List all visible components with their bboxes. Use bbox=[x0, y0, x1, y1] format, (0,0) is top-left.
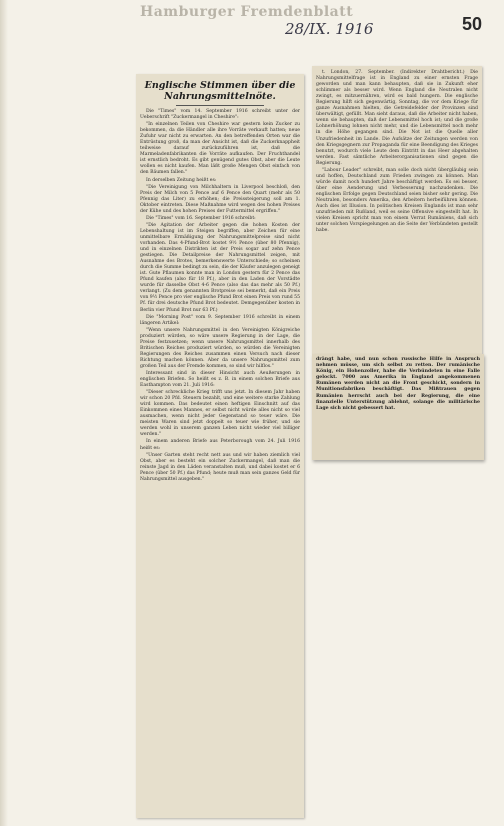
right-continuation-clipping bbox=[312, 354, 484, 460]
right-article-body bbox=[312, 66, 482, 234]
paragraph: "Wenn unsere Nahrungsmittel in den Vereinigten Königreiche produziert würden, so wäre unsere Regierung in der Lage, die Preise festzusetzen; wenn unsere Nahrungsmittel innerhalb des Britischen Reiches produziert würden, so würden die Vereinigten Regierungen des Reiches zusammen einen Versuch nach dieser Richtung machen können. Aber da unsere Nahrungsmittel zum großen Teil aus der Fremde kommen, so sind wir hilflos." bbox=[140, 327, 300, 369]
paragraph: Die "Morning Post" vom 9. September 1916 schreibt in einem längeren Artikel: bbox=[140, 314, 300, 326]
paragraph: drängt habe, und nun schon russische Hilfe in Anspruch nehmen müsse, um sich selbst zu retten. Der rumänische König, ein Hohenzoller, habe die Verbündeten in eine Falle gelockt. 7000 aus Amerika in England angekommenen Rumänen werden nicht an die Front geschickt, sondern in Munitionsfabriken beschäftigt. Das Mißtrauen gegen Rumänien herrscht auch bei der Regierung, die eine finanzielle Unterstützung ablehnt, solange die militärische Lage sich nicht gebessert hat. bbox=[316, 357, 480, 411]
paragraph: "Unser Garten steht recht nett aus und wir haben ziemlich viel Obst, aber es besteht ein solcher Zuckermangel, daß man die reinste Jagd in den Läden veranstalten muß, und dabei kostet er 6 Pence (über 50 Pf.) das Pfund; heute muß man sein ganzes Geld für Nahrungsmittel ausgeben." bbox=[140, 452, 300, 482]
page-edge-shadow bbox=[0, 0, 8, 826]
paragraph: In einem anderen Briefe aus Peterborough vom 24. Juli 1916 heißt es: bbox=[140, 439, 300, 451]
paragraph: "Die Agitation der Arbeiter gegen die hohen Kosten der Lebenshaltung ist im Steigen begriffen, aber Zeichen für eine unmittelbare Ermäßigung der Nahrungsmittelpreise sind nicht vorhanden. Das 4-Pfund-Brot kostet 9½ Pence (über 80 Pfennig), und in einzelnen Distrikten ist der Preis sogar auf zehn Pence gestiegen. Die Detailpreise der Nahrungsmittel zeigen, mit Ausnahme des Brotes, bemerkenswerte Unterschiede; so scheinen durch die Summe bedingt zu sein, die der Käufer anzulegen geneigt ist. Gute Pflaumen konnte man in London gestern für 2 Pence das Pfund kaufen (also für 18 Pf.), aber in den Laden der Vorstädte wurde für dasselbe Obst 4-6 Pence (also das das mehr als 50 Pf.) verlangt. (Zu dem genannten Brotpreise sei bemerkt, daß ein Preis von 9½ Pence pro vier englische Pfund Brot einen Preis von rund 55 Pf. für drei deutsche Pfund Brot bedeutet. Demgegenüber kosten in Berlin vier Pfund Brot nur 63 Pf.) bbox=[140, 222, 300, 313]
newspaper-masthead: Hamburger Fremdenblatt bbox=[140, 4, 354, 20]
paragraph: "In einzelnen Teilen von Cheshire war gestern kein Zucker zu bekommen, da die Händler alle ihre Vorräte verkauft hatten; neue Zufuhr war nicht zu erwarten. An den betreffenden Orten war die Entrüstung groß, da man der Ansicht ist, daß die Zuckerknappheit teilweise darauf zurückzuführen ist, daß die Marmeladenfabrikanten die Vorräte aufkaufen. Der Fruchthandel ist ernstlich bedroht. Es gibt genügend gutes Obst, aber die Leute wollen es nicht kaufen. Man läßt große Mengen Obst einfach von den Bäumen fallen." bbox=[140, 122, 300, 176]
handwritten-date: 28/IX. 1916 bbox=[285, 20, 374, 38]
paragraph: In derselben Zeitung heißt es: bbox=[146, 177, 217, 183]
paragraph: "Die Vereinigung von Milchhaltern in Liverpool beschloß, den Preis der Milch von 5 Pence auf 6 Pence den Quart (mehr als 50 Pfennig das Liter) zu erhöhen; die Preissteigerung soll am 1. Oktober eintreten. Diese Maßnahme wird wegen des hohen Preises der Kühe und des hohen Preises der Futtermittel ergriffen." bbox=[140, 184, 300, 214]
article-headline: Englische Stimmen über die Nahrungsmittelnöte. bbox=[144, 80, 296, 102]
paragraph: "Dieser schreckliche Krieg trifft uns jetzt. In diesem Jahr haben wir schon 20 Pfd. Steuern bezahlt, und eine weitere starke Zahlung wird kommen. Das bedeutet einen heftigen Einschnitt auf das Einkommen eines Mannes, er selbst nicht würde alles nicht so viel ausmachen, wenn nicht jeder Gegenstand so teuer wäre. Die meisten Waren sind jetzt doppelt so teuer wie früher, und sie werden wohl in unserem ganzen Leben nicht wieder viel billiger werden." bbox=[140, 390, 300, 438]
left-article-body bbox=[136, 109, 304, 483]
paragraph: "Labour Leader" schreibt, man solle doch nicht übergläubig sein und hoffen, Deutschland zum Frieden zwingen zu können. Man würde damit noch hundert Jahre beschäftigt werden. Es sei besser, über eine Aenderung und Verbesserung nachzudenken. Die englischen Erfolge gegen Deutschland seien bisher sehr gering. Die Neutralen, besonders Amerika, den Arbeitern herbeiführen können. Auch dies ist Illusion. In politischen Kreisen Englands ist man sehr unzufrieden mit Rußland, weil es seine Offensive eingestellt hat. In vielen Kreisen spricht man von einem Verrat Rumäniens, daß sich unter solchen Vorspiegelungen an die Seite der Verbündeten gestellt habe. bbox=[316, 167, 478, 234]
paragraph: Interessant sind in dieser Hinsicht auch Aeußerungen in englischen Briefen. So heißt es z. B. in einem solchen Briefe aus Easthampton vom 21. Juli 1916: bbox=[140, 370, 300, 389]
paragraph: Die "Times" vom 16. September 1916 schreibt: bbox=[146, 215, 256, 221]
page-number: 50 bbox=[462, 14, 483, 34]
paragraph: Die "Times" vom 14. September 1916 schreibt unter der Ueberschrift "Zuckermangel in Cheshire": bbox=[140, 109, 300, 121]
right-continuation-body bbox=[312, 354, 484, 415]
headline-rule bbox=[176, 105, 264, 106]
right-clipping bbox=[312, 66, 482, 354]
paragraph: t. London, 27. September. (Indirekter Drahtbericht.) Die Nahrungsmittelfrage ist in England zu einer ernsten Frage geworden und man kann behaupten, daß sie in Zukunft eher schlimmer als besser wird. Wenn England die Neutralen nicht zwingt, es mitzuernähren, wird es bald hungern. Die englische Regierung hilft sich gegenwärtig, Sonntag, die vor dem Kriege für ganze Ausnahmen hielten, die Getreidefelder der Provinzen sind überwältigt, gefüllt. Man sieht daraus, daß die Arbeiter nicht haben, wenn sie behaupten, daß der Lebensmittel hoch ist; und die große Lohnerhöhung lohnen nicht mehr, und die Lebensmittel noch mehr in die Höhe gegangen sind. Die Not ist die Quelle aller Unzufriedenheit im Lande. Die Aufsätze der Zeitungen werden von den Kriegsgegnern zur Propaganda für eine Beendigung des Krieges benutzt, wodurch viele Leute dem Eintritt in das Heer abgehalten werden. Fast sämtliche Arbeiterorganisationen sind gegen die Regierung. bbox=[316, 70, 478, 166]
left-clipping bbox=[136, 74, 304, 818]
